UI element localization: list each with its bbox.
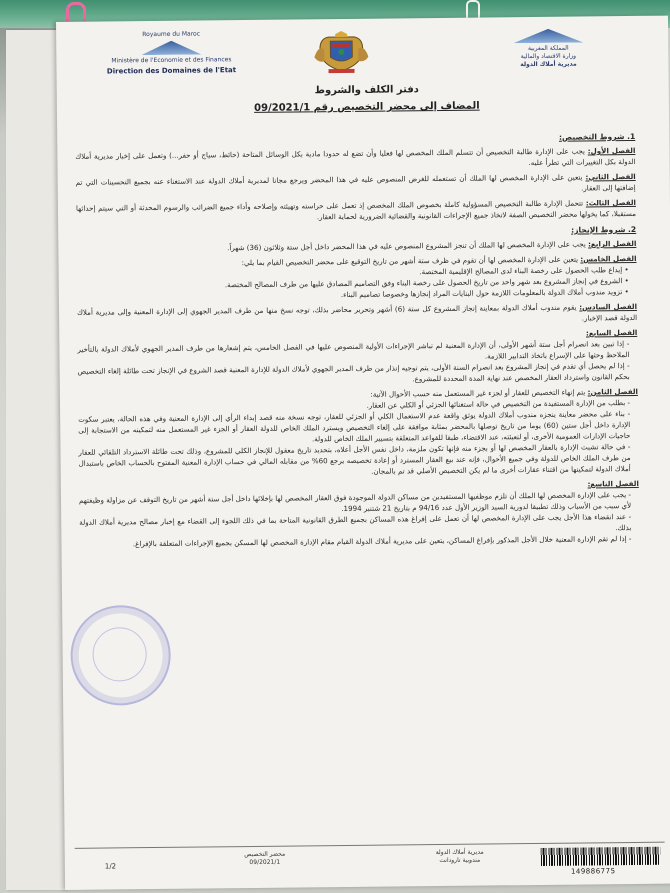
footer-dept-line1: مديرية أملاك الدولة (435, 848, 484, 857)
article-label: الفصل السابع: (585, 327, 638, 338)
ministry-logo-icon-right (513, 28, 583, 43)
article-label: الفصل الثالث: (585, 197, 636, 208)
article (76, 253, 636, 303)
list-item: - يجب على الإدارة المخصص لها الملك أن تلزم موظفيها المستفيدين من مساكن الدولة الموجودة فوق العقار المخصص لها بإخلائها داخل أجل ستة أشهر من تاريخ التوقف عن مزاولة وظيفتهم لأي سبب من الأسباب وذلك تطبيقا لدورية السيد الوزير الأول عدد 94/16 م بتاريخ 21 شتنبر 1994. (78, 490, 632, 514)
stamp-inner-ring (92, 627, 147, 682)
article (76, 197, 636, 225)
coat-of-arms-icon (314, 31, 368, 76)
article (78, 386, 639, 480)
footer-dept-line2: مندوبية تارودانت (439, 856, 481, 865)
ministry-name-ar: وزارة الاقتصاد والمالية (520, 52, 577, 61)
list-item: - بناء على محضر معاينة ينجزه مندوب أملاك الدولة يوثق واقعة عدم الاستعمال الكلي أو الجزئي للعقار، توجه نسخة منه قصد إبداء الرأي إلى الإدارة المعنية وفي هذه الحالة، يعتبر سكوت الإدارة داخل أجل ستين (60) يوما من تاريخ توصلها بالمحضر بمثابة موافقة على إلغاء التخصيص ويسترد الملك الخاص للدولة العقار أو الجزء غير المستعمل منه لتمكينه من الاستجابة إلى حاجيات الإدارات العمومية الأخرى، أو لتعبئته، عند الاقتضاء، طبقا للقواعد المتعلقة بتسيير الملك الخاص للدولة. (78, 409, 631, 444)
article (75, 145, 635, 173)
kingdom-label: Royaume du Maroc (142, 30, 201, 39)
doc-title: دفتر الكلف والشروط (314, 84, 419, 97)
list-item: • الشروع في إنجاز المشروع بعد شهر واحد من تاريخ الحصول على رخصة البناء وفق التصاميم المصادق عليها من طرف المصالح المختصة. (224, 276, 629, 290)
list-item: • تزويد مندوب أملاك الدولة بالمعلومات اللازمة حول البنايات المراد إنجازها وخصوصا تصاميم البناء. (340, 287, 629, 300)
ministry-name: Ministère de l'Economie et des Finances (111, 56, 232, 65)
article-text: يجب على الإدارة طالبة التخصيص أن تتسلم الملك المخصص لها فعليا وأن تضع له حدودا مادية بكل الوسائل المتاحة (حائط، سياج أو حفر...) وتعمل على إخبار مديرية أملاك الدولة بكل التغييرات التي تطرأ عليه. (75, 146, 636, 168)
article-text: تتحمل الإدارة طالبة التخصيص المسؤولية كاملة بخصوص الملك المخصص إذ تعمل على حراسته وتهيئته وإصلاحه وأداء جميع الضرائب والرسوم المحدثة أو التي سيتم إحداثها مستقبلا، كما يخولها محضر التخصيص الصفة لاتخاذ جميع الإجراءات القانونية والقضائية الضرورية لحماية العقار. (75, 198, 637, 222)
page-footer (75, 842, 665, 883)
page-number: 1/2 (104, 862, 117, 871)
section-heading: 2. شروط الإنجاز: (571, 224, 637, 235)
kingdom-label-ar: المملكة المغربية (527, 44, 569, 53)
list-item: • إيداع طلب الحصول على رخصة البناء لدى المصالح الإقليمية المختصة. (419, 265, 629, 277)
list-item: - إذا لم يحصل أي تقدم في إنجاز المشروع بعد انصرام السنة الأولى، يتم توجيه إنذار من طرف المدير الجهوي لأملاك الدولة للإدارة المعنية قصد الشروع في الإنجاز تحت طائلة إلغاء التخصيص بحكم القانون واسترداد العقار المخصص عند نهاية المدة المحددة للمشروع. (77, 361, 630, 384)
article-label: الفصل التاسع: (587, 478, 639, 489)
article-label: الفصل الثاني: (585, 171, 636, 182)
header-right (478, 28, 618, 69)
footer-pv-label: محضر التخصيص (244, 850, 286, 859)
article-text: يجب على الإدارة المخصص لها الملك أن تنجز المشروع المنصوص عليه في هذا المحضر داخل أجل ستة وثلاثون (36) شهراً. (227, 239, 589, 253)
footer-pv-number: 09/2021/1 (249, 858, 281, 867)
article-text: يتعين على الإدارة المخصص لها الملك أن تستعمله للغرض المنصوص عليه في هذا المحضر ويرجع مجانا لمديرية أملاك الدولة عند الاستغناء عنه بجميع التحسينات التي تم إضافتها إلى العقار. (75, 172, 636, 193)
list-item: - في حالة تشبث الإدارة بالعقار المخصص لها أو بجزء منه فإنها تكون ملزمة، داخل نفس الأجل أعلاه، بتحديد تاريخ معقول للإنجاز الكلي للمشروع، وذلك تحت طائلة الاسترداد التلقائي للعقار من طرف الملك الخاص للدولة وفي جميع الأحوال، فإنه عند بيع العقار المسترد أو إعادة تخصيصه يرجع 60% من مقابله المالي في حساب الإدارة المعنية المفتوح بالحساب الخاص باستبدال أملاك الدولة لتمكينها من اقتناء عقارات أخرى ما لم يكن التخصيص الأصلي قد تم بالمجان. (78, 442, 631, 476)
article (76, 238, 636, 255)
list-item: - إذا لم تقم الإدارة المعنية خلال الأجل المذكور بإفراغ المساكن، يتعين على مديرية أملاك الدولة القيام مقام الإدارة المخصص لها المسكن بجميع الإجراءات المتعلقة بالإفراغ. (132, 534, 632, 549)
section-heading: 1. شروط التخصيص: (558, 131, 636, 142)
article (77, 301, 637, 329)
article (77, 327, 638, 388)
official-stamp-icon (70, 605, 171, 706)
article-text: يقوم مندوب أملاك الدولة بمعاينة إنجاز المشروع كل ستة (6) أشهر وتحرير محاضر بذلك، توجه نسخ منها من طرف المدير الجهوي إلى الإدارة المعنية وإلى مديرية أملاك الدولة قصد الإخبار. (76, 302, 638, 323)
footer-pv (225, 850, 305, 867)
header-left (96, 30, 246, 76)
footer-dept (405, 848, 515, 865)
article (79, 478, 640, 550)
direction-name: Direction des Domaines de l'Etat (106, 66, 237, 76)
article-text: يتعين على الإدارة المخصص لها أن تقوم في ظرف ستة أشهر من تاريخ التوقيع على محضر التخصيص القيام بما يلي: (241, 254, 581, 268)
article-label: الفصل السادس: (579, 301, 638, 312)
article-label: الفصل الخامس: (580, 253, 637, 264)
document-body (75, 126, 639, 554)
list-item: - بطلب من الإدارة المستفيدة من التخصيص في حالة استغنائها الجزئي أو الكلي عن العقار. (366, 398, 631, 410)
list-item: - إذا تبين بعد انصرام أجل ستة أشهر الأولى، أن الإدارة المعنية لم تباشر الإجراءات الأولية المنصوص عليها في الفصل الخامس، يتم إشعارها من طرف المدير الجهوي لأملاك الدولة بالتأخير الملاحظ وحثها على الإسراع باتخاذ التدابير اللازمة. (77, 339, 630, 361)
article-text: يتم إنهاء التخصيص للعقار أو لجزء غير المستعمل منه حسب الأحوال الآتية: (370, 387, 588, 399)
barcode-number: 149886775 (570, 867, 616, 876)
barcode-icon (541, 847, 661, 866)
doc-subtitle: المضاف إلى محضر التخصيص رقم 09/2021/1 (254, 100, 480, 114)
article-label: الفصل الثامن: (587, 386, 638, 397)
article-label: الفصل الرابع: (588, 238, 637, 249)
list-item: - عند انقضاء هذا الأجل يجب على الإدارة المخصص لها أن تعمل على إفراغ هذه المساكن بجميع الطرق القانونية المتاحة بما في ذلك اللجوء إلى القضاء مع إخبار مصالح مديرية أملاك الدولة بذلك. (79, 512, 632, 533)
article (76, 171, 636, 199)
document-page (56, 16, 670, 890)
direction-name-ar: مديرية أملاك الدولة (520, 60, 577, 69)
title-block (177, 83, 557, 115)
article-label: الفصل الأول: (587, 145, 636, 156)
ministry-logo-icon (141, 40, 201, 55)
